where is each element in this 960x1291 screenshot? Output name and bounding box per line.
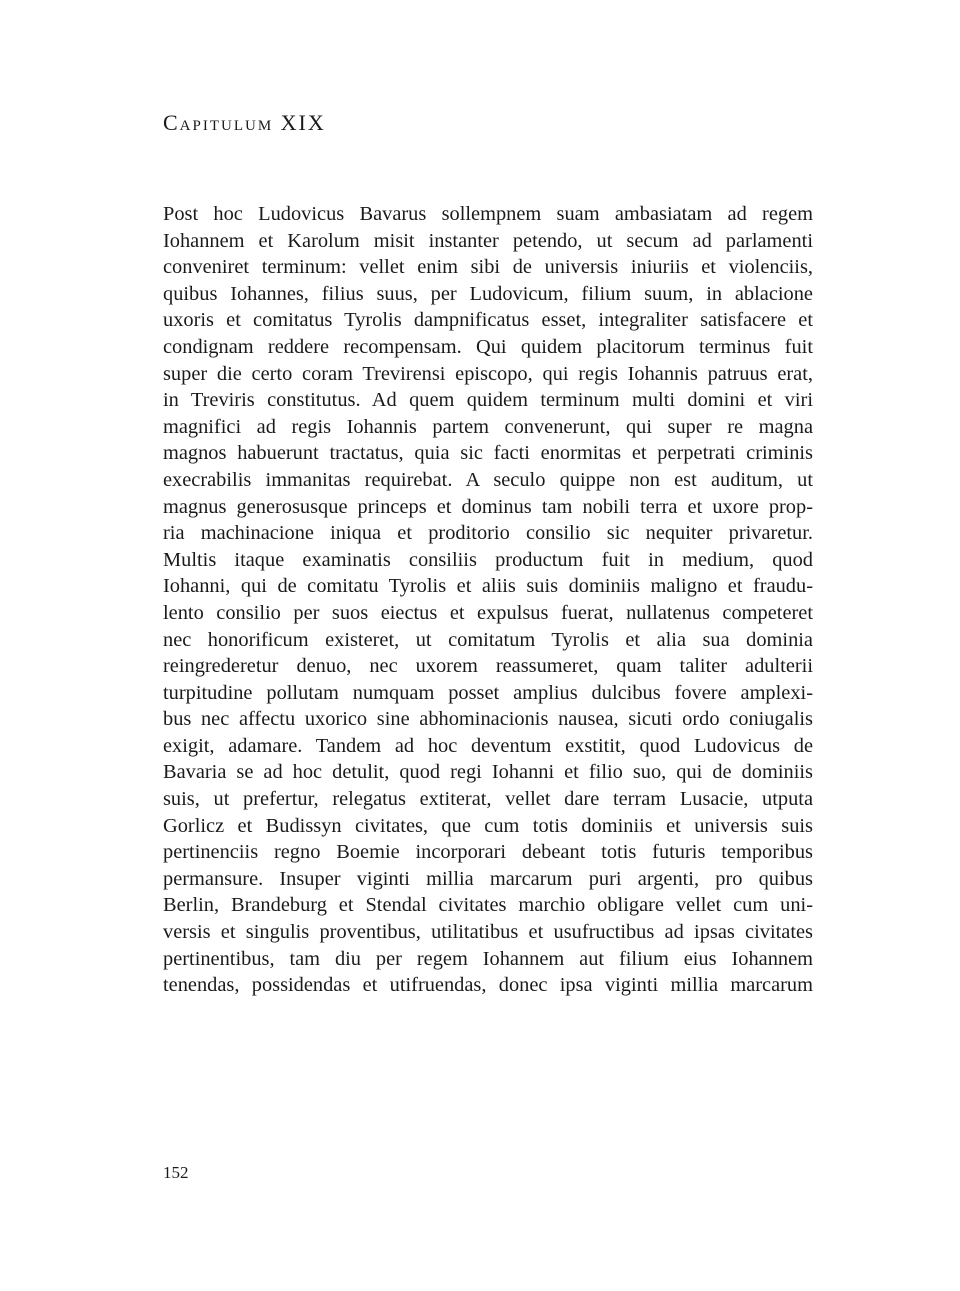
body-text [163,201,813,999]
text-line: magnos habuerunt tractatus, quia sic facti enormitas et perpetrati criminis [163,442,813,465]
page-number: 152 [163,1163,189,1182]
text-line: uxoris et comitatus Tyrolis dampnificatus esset, integraliter satisfacere et [163,309,813,332]
text-line: Multis itaque examinatis consiliis productum fuit in medium, quod [163,548,813,571]
text-line: conveniret terminum: vellet enim sibi de universis iniuriis et violenciis, [163,256,813,279]
text-line: pertinentibus, tam diu per regem Iohannem aut filium eius Iohannem [163,947,813,970]
text-line: tenendas, possidendas et utifruendas, donec ipsa viginti millia marcarum [163,974,813,997]
text-line: Berlin, Brandeburg et Stendal civitates marchio obligare vellet cum uni- [163,894,813,917]
text-line: turpitudine pollutam numquam posset amplius dulcibus fovere amplexi- [163,681,813,704]
text-line: reingrederetur denuo, nec uxorem reassumeret, quam taliter adulterii [163,655,813,678]
text-line: versis et singulis proventibus, utilitatibus et usufructibus ad ipsas civitates [163,921,813,944]
text-line: exigit, adamare. Tandem ad hoc deventum exstitit, quod Ludovicus de [163,734,813,757]
text-line: execrabilis immanitas requirebat. A seculo quippe non est auditum, ut [163,468,813,491]
text-line: super die certo coram Trevirensi episcopo, qui regis Iohannis patruus erat, [163,362,813,385]
chapter-title: Capitulum XIX [163,110,326,135]
text-line: Bavaria se ad hoc detulit, quod regi Iohanni et filio suo, qui de dominiis [163,761,813,784]
text-line: bus nec affectu uxorico sine abhominacionis nausea, sicuti ordo coniugalis [163,708,813,731]
text-line: Gorlicz et Budissyn civitates, que cum totis dominiis et universis suis [163,814,813,837]
text-line: condignam reddere recompensam. Qui quidem placitorum terminus fuit [163,335,813,358]
text-line: quibus Iohannes, filius suus, per Ludovicum, filium suum, in ablacione [163,282,813,305]
text-line: Post hoc Ludovicus Bavarus sollempnem suam ambasiatam ad regem [163,203,813,225]
text-line: magnus generosusque princeps et dominus tam nobili terra et uxore prop- [163,495,813,518]
text-line: permansure. Insuper viginti millia marcarum puri argenti, pro quibus [163,867,813,890]
text-line: Iohannem et Karolum misit instanter petendo, ut secum ad parlamenti [163,229,813,252]
text-line: lento consilio per suos eiectus et expulsus fuerat, nullatenus competeret [163,601,813,624]
text-line: in Treviris constitutus. Ad quem quidem terminum multi domini et viri [163,389,813,412]
text-line: suis, ut prefertur, relegatus extiterat, vellet dare terram Lusacie, utputa [163,788,813,811]
text-line: magnifici ad regis Iohannis partem convenerunt, qui super re magna [163,415,813,438]
text-line: nec honorificum existeret, ut comitatum Tyrolis et alia sua dominia [163,628,813,651]
text-line: ria machinacione iniqua et proditorio consilio sic nequiter privaretur. [163,522,813,545]
text-line: Iohanni, qui de comitatu Tyrolis et aliis suis dominiis maligno et fraudu- [163,575,813,598]
text-line: pertinenciis regno Boemie incorporari debeant totis futuris temporibus [163,841,813,864]
